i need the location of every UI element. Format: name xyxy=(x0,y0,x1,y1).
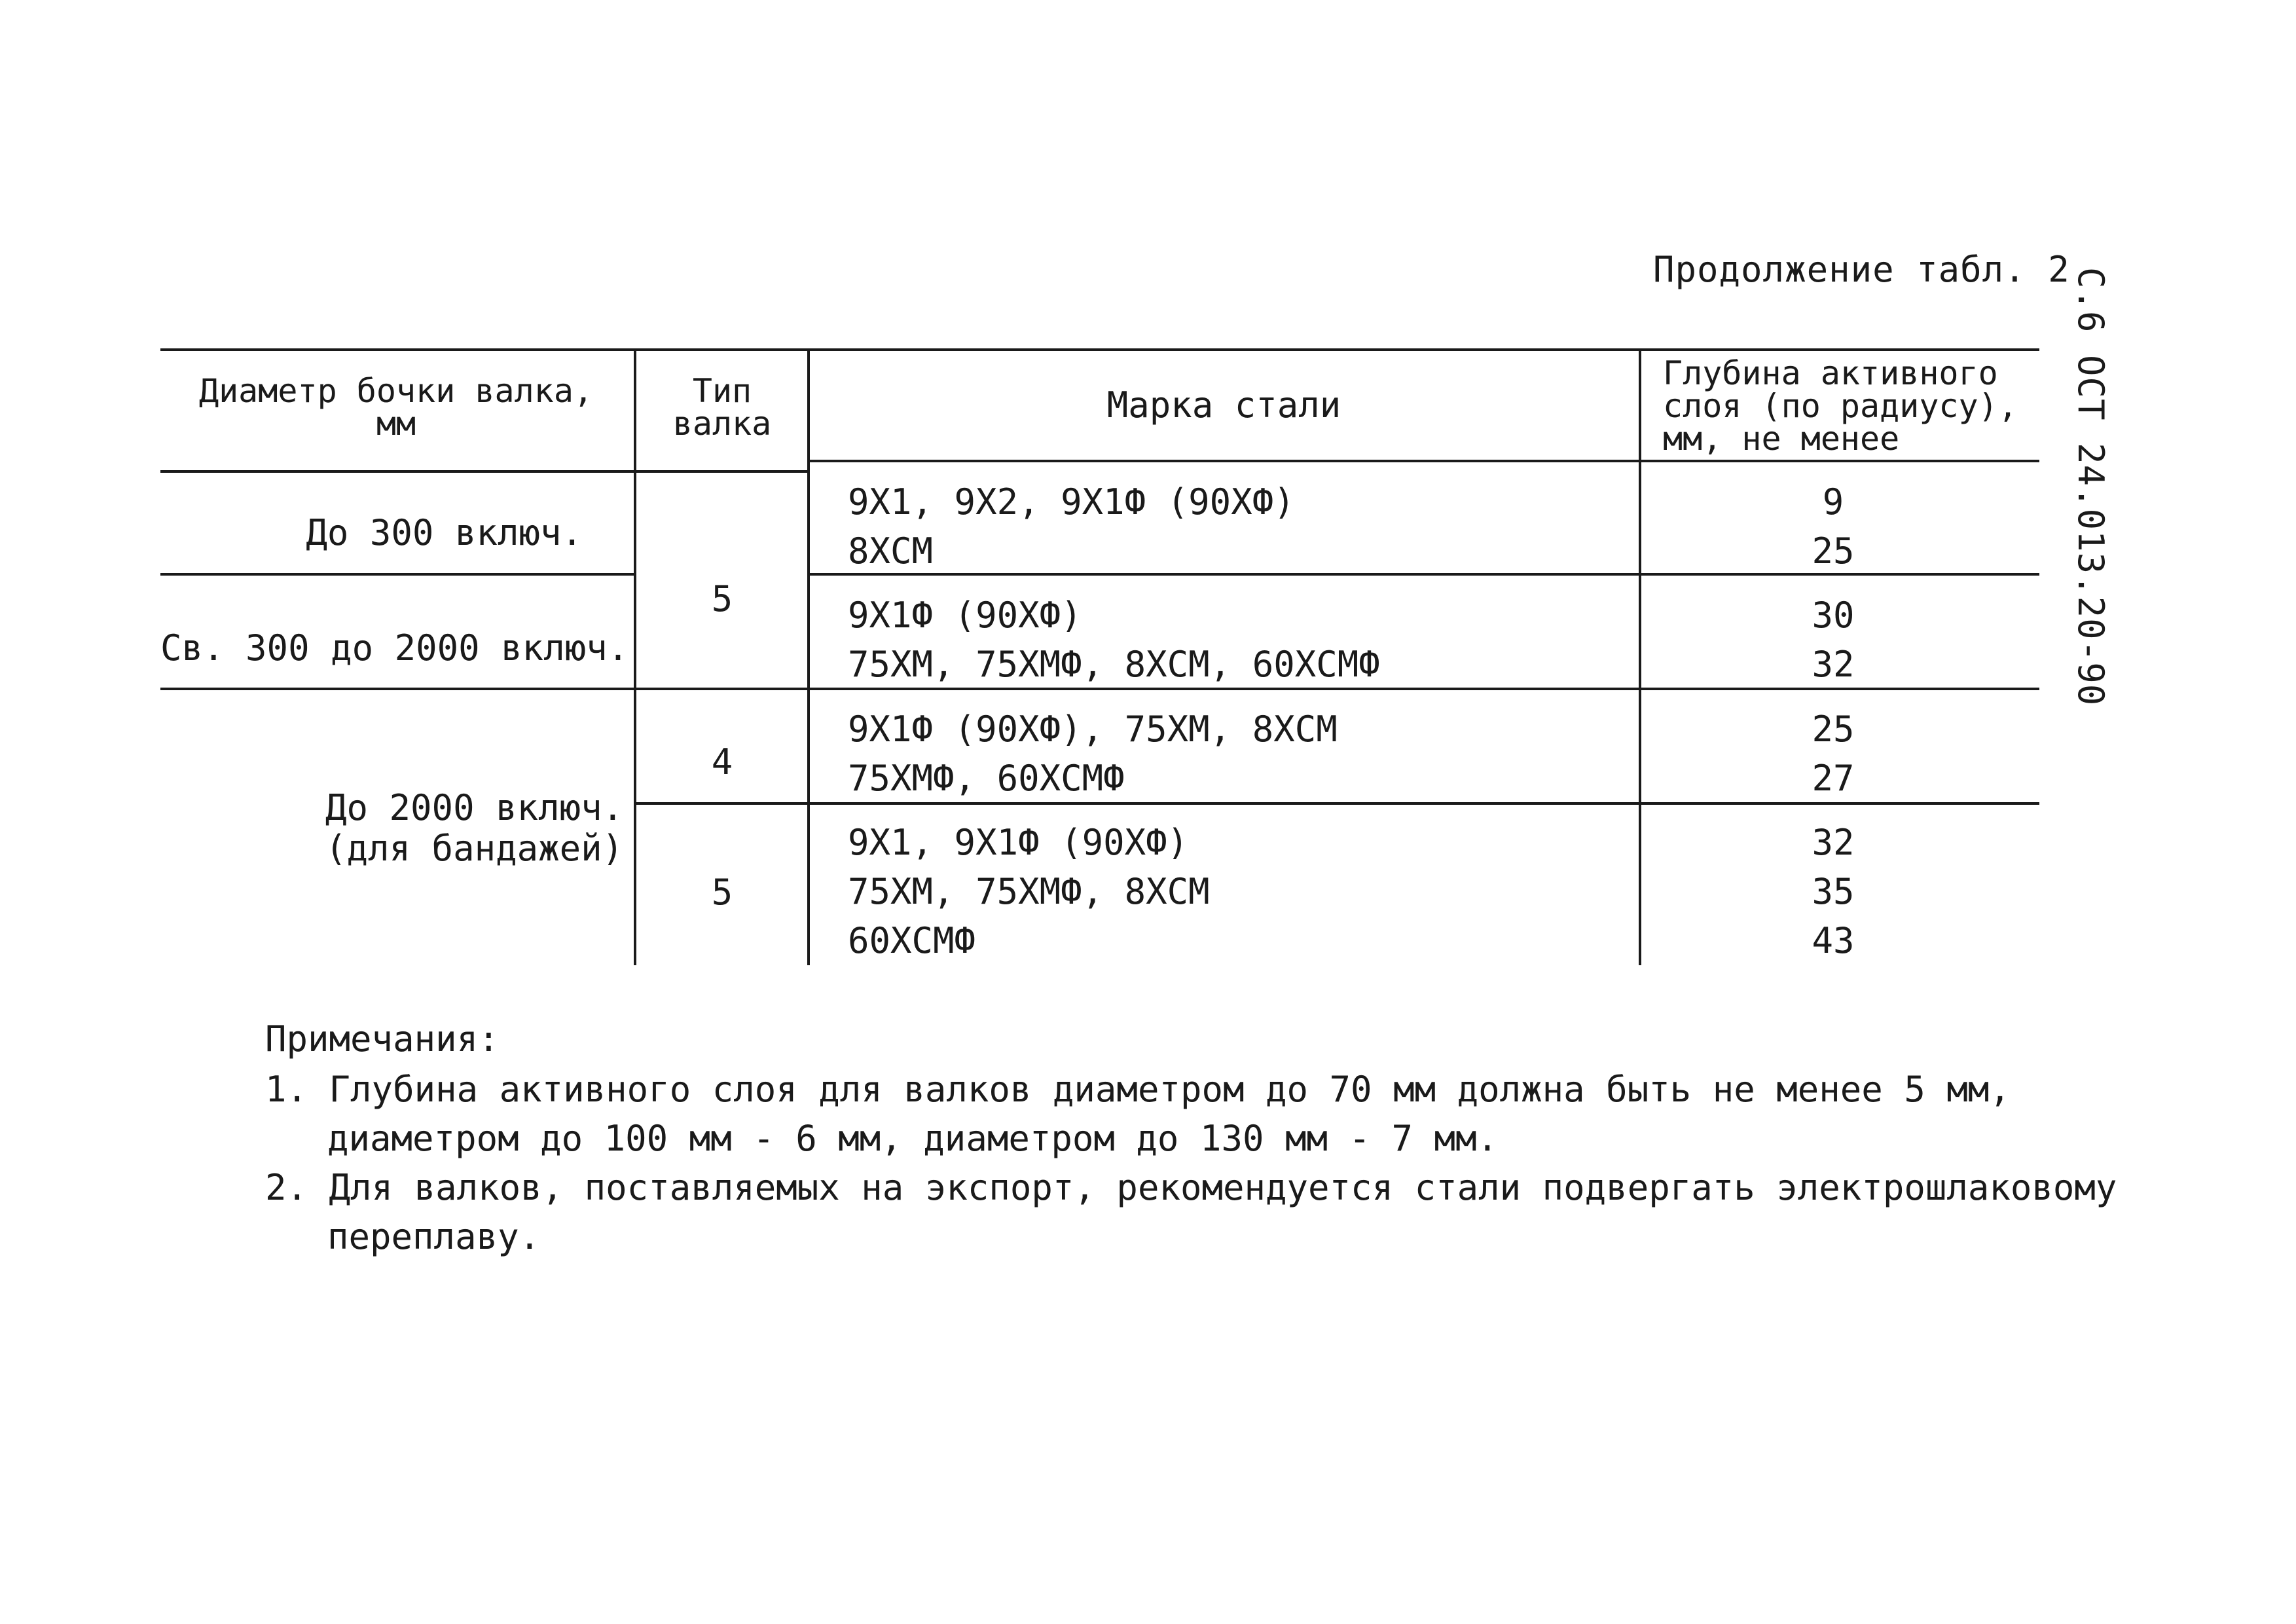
diameter-group-3-line2: (для бандажей) xyxy=(325,828,624,870)
type-group-3: 5 xyxy=(711,872,733,913)
steel-row-7: 9Х1, 9Х1Ф (90ХФ) xyxy=(848,822,1189,863)
header-depth-line3: мм, не менее xyxy=(1663,420,1900,458)
steel-row-1: 9Х1, 9Х2, 9Х1Ф (90ХФ) xyxy=(848,481,1295,523)
row-rule-diameter-1 xyxy=(160,573,635,576)
type-group-1: 5 xyxy=(711,578,733,619)
depth-row-4: 32 xyxy=(1812,644,1855,685)
col-rule-1 xyxy=(634,348,636,965)
header-steel: Марка стали xyxy=(1106,384,1341,426)
header-depth xyxy=(1663,354,2018,458)
header-type xyxy=(636,372,808,443)
note-1-line1: 1. Глубина активного слоя для валков диаметром до 70 мм должна быть не менее 5 мм, xyxy=(265,1069,2011,1110)
depth-row-9: 43 xyxy=(1812,920,1855,961)
steel-row-3: 9Х1Ф (90ХФ) xyxy=(848,595,1082,636)
steel-row-9: 60ХСМФ xyxy=(848,920,976,961)
header-bottom-rule-left xyxy=(160,470,809,473)
note-2-line1: 2. Для валков, поставляемых на экспорт, рекомендуется стали подвергать электрошлаковому xyxy=(265,1167,2117,1208)
depth-row-3: 30 xyxy=(1812,595,1855,636)
depth-row-8: 35 xyxy=(1812,871,1855,912)
note-2-line2: переплаву. xyxy=(327,1216,541,1257)
diameter-group-1: До 300 включ. xyxy=(306,512,583,553)
steel-row-5: 9Х1Ф (90ХФ), 75ХМ, 8ХСМ xyxy=(848,709,1338,750)
document-code: С.6 ОСТ 24.013.20-90 xyxy=(2070,267,2111,707)
header-diameter-line1: Диаметр бочки валка, xyxy=(198,372,594,410)
depth-row-2: 25 xyxy=(1812,530,1855,572)
col-rule-2 xyxy=(807,348,810,965)
diameter-group-3 xyxy=(325,788,623,869)
col-rule-3 xyxy=(1639,348,1641,965)
depth-row-6: 27 xyxy=(1812,758,1855,799)
header-type-line2: валка xyxy=(672,405,772,443)
depth-row-7: 32 xyxy=(1812,822,1855,863)
type-group-2: 4 xyxy=(711,741,733,783)
depth-row-1: 9 xyxy=(1822,481,1844,523)
row-rule-type-3 xyxy=(635,802,809,805)
header-depth-line2: слоя (по радиусу), xyxy=(1663,387,2018,425)
steel-row-6: 75ХМФ, 60ХСМФ xyxy=(848,758,1125,799)
header-type-line1: Тип xyxy=(692,372,752,410)
table-caption: Продолжение табл. 2 xyxy=(1653,249,2070,290)
diameter-group-2: Св. 300 до 2000 включ. xyxy=(160,627,629,669)
header-depth-line1: Глубина активного xyxy=(1663,354,1998,392)
row-rule-steel-1 xyxy=(809,573,2039,576)
notes-title: Примечания: xyxy=(265,1018,500,1060)
steel-row-2: 8ХСМ xyxy=(848,530,934,572)
row-rule-type-2 xyxy=(635,688,809,690)
row-rule-steel-2 xyxy=(809,688,2039,690)
steel-row-4: 75ХМ, 75ХМФ, 8ХСМ, 60ХСМФ xyxy=(848,644,1380,685)
diameter-group-3-line1: До 2000 включ. xyxy=(325,787,624,828)
note-1-line2: диаметром до 100 мм - 6 мм, диаметром до 130 мм - 7 мм. xyxy=(327,1118,1499,1159)
row-rule-diameter-2 xyxy=(160,688,635,690)
header-diameter-line2: мм xyxy=(376,405,416,443)
row-rule-steel-3 xyxy=(809,802,2039,805)
table-top-rule xyxy=(160,348,2039,351)
steel-row-8: 75ХМ, 75ХМФ, 8ХСМ xyxy=(848,871,1210,912)
depth-row-5: 25 xyxy=(1812,709,1855,750)
header-bottom-rule-right xyxy=(809,460,2039,462)
header-diameter xyxy=(160,372,632,443)
